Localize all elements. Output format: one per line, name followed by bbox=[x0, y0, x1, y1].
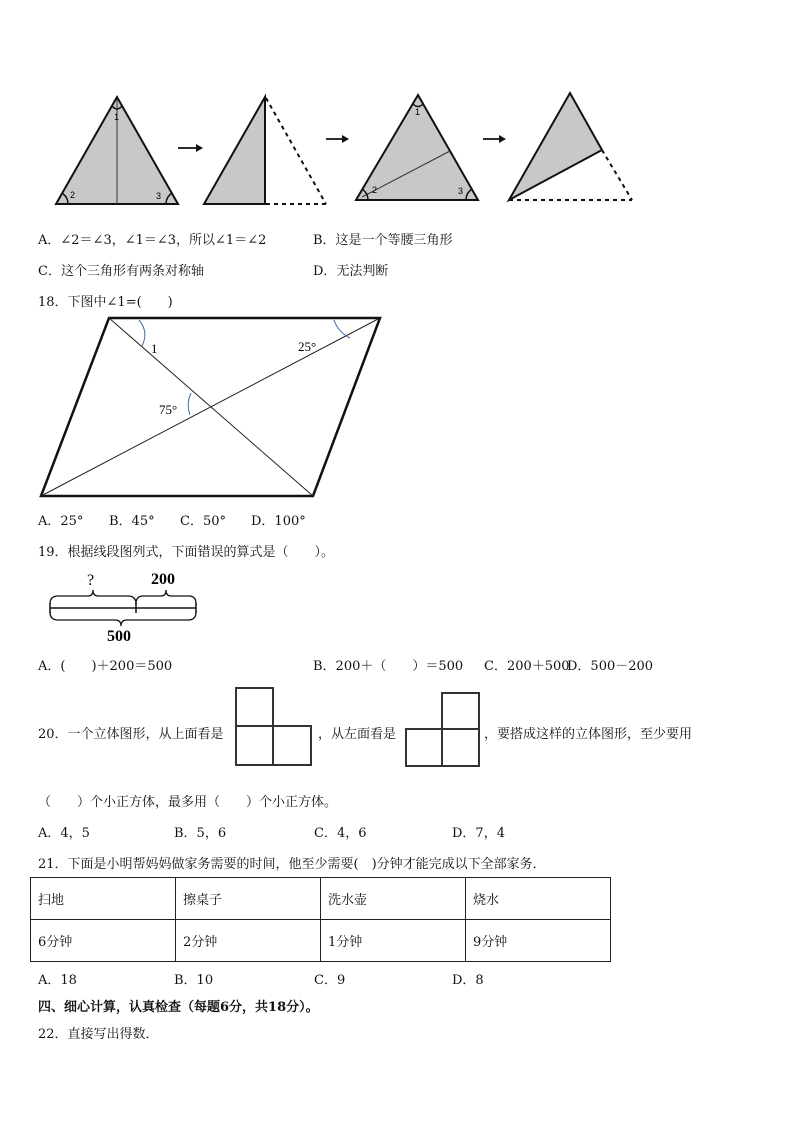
q20-stem-part2: ，从左面看是 bbox=[318, 727, 397, 742]
table-row bbox=[31, 878, 611, 920]
label-total: 500 bbox=[107, 628, 131, 645]
angle-label-3-3: 3 bbox=[458, 186, 464, 196]
q20-option-a[interactable]: A．4，5 bbox=[38, 826, 90, 841]
angle-label-3-1: 1 bbox=[415, 107, 421, 117]
q19-stem: 19．根据线段图列式，下面错误的算式是（ ）。 bbox=[38, 545, 335, 560]
angle-label-3: 3 bbox=[156, 191, 162, 201]
chores-table bbox=[30, 877, 611, 962]
q17-option-a[interactable]: A．∠2＝∠3，∠1＝∠3，所以∠1＝∠2 bbox=[38, 233, 267, 248]
label-part: 200 bbox=[151, 571, 175, 588]
q22-stem: 22．直接写出得数． bbox=[38, 1027, 159, 1042]
table-cell: 1分钟 bbox=[321, 920, 466, 962]
q19-option-c[interactable]: C．200＋500 bbox=[484, 659, 570, 674]
angle-label-1: 1 bbox=[114, 112, 120, 122]
q19-option-b[interactable]: B．200＋（ ）＝500 bbox=[313, 659, 464, 674]
q20-stem-part3: ，要搭成这样的立体图形，至少要用 bbox=[484, 727, 693, 742]
q21-option-c[interactable]: C．9 bbox=[314, 973, 346, 988]
q18-option-b[interactable]: B．45° bbox=[109, 514, 155, 529]
angle-label-2: 2 bbox=[70, 190, 76, 200]
q21-option-b[interactable]: B．10 bbox=[174, 973, 214, 988]
q21-option-d[interactable]: D．8 bbox=[452, 973, 484, 988]
label-unknown: ? bbox=[87, 572, 95, 589]
angle-label-1: 1 bbox=[151, 341, 158, 356]
table-cell: 6分钟 bbox=[31, 920, 176, 962]
angle-label-25: 25° bbox=[298, 339, 317, 354]
q17-option-c[interactable]: C．这个三角形有两条对称轴 bbox=[38, 264, 204, 279]
angle-label-75: 75° bbox=[159, 402, 178, 417]
q20-stem-part4: （ ）个小正方体，最多用（ ）个小正方体。 bbox=[38, 795, 338, 810]
q18-option-a[interactable]: A．25° bbox=[38, 514, 84, 529]
table-cell: 9分钟 bbox=[466, 920, 611, 962]
q21-option-a[interactable]: A．18 bbox=[38, 973, 77, 988]
q20-option-c[interactable]: C．4，6 bbox=[314, 826, 367, 841]
table-cell: 2分钟 bbox=[176, 920, 321, 962]
q20-option-d[interactable]: D．7，4 bbox=[452, 826, 505, 841]
table-header-cell: 扫地 bbox=[31, 878, 176, 920]
angle-label-3-2: 2 bbox=[372, 185, 378, 195]
q19-option-d[interactable]: D．500－200 bbox=[567, 659, 654, 674]
table-header-cell: 烧水 bbox=[466, 878, 611, 920]
q18-stem: 18．下图中∠1=( ) bbox=[38, 295, 173, 310]
q20-stem-part1: 20．一个立体图形，从上面看是 bbox=[38, 727, 224, 742]
q18-option-d[interactable]: D．100° bbox=[251, 514, 306, 529]
q20-option-b[interactable]: B．5，6 bbox=[174, 826, 227, 841]
q21-stem: 21．下面是小明帮妈妈做家务需要的时间，他至少需要( )分钟才能完成以下全部家务． bbox=[38, 857, 546, 872]
table-header-cell: 洗水壶 bbox=[321, 878, 466, 920]
q17-option-b[interactable]: B．这是一个等腰三角形 bbox=[313, 233, 453, 248]
q17-option-d[interactable]: D．无法判断 bbox=[313, 264, 389, 279]
q19-option-a[interactable]: A．( )＋200＝500 bbox=[38, 659, 173, 674]
table-header-cell: 擦桌子 bbox=[176, 878, 321, 920]
table-row bbox=[31, 920, 611, 962]
q18-option-c[interactable]: C．50° bbox=[180, 514, 226, 529]
section-heading: 四、细心计算，认真检查（每题6分，共18分）。 bbox=[38, 1000, 319, 1015]
